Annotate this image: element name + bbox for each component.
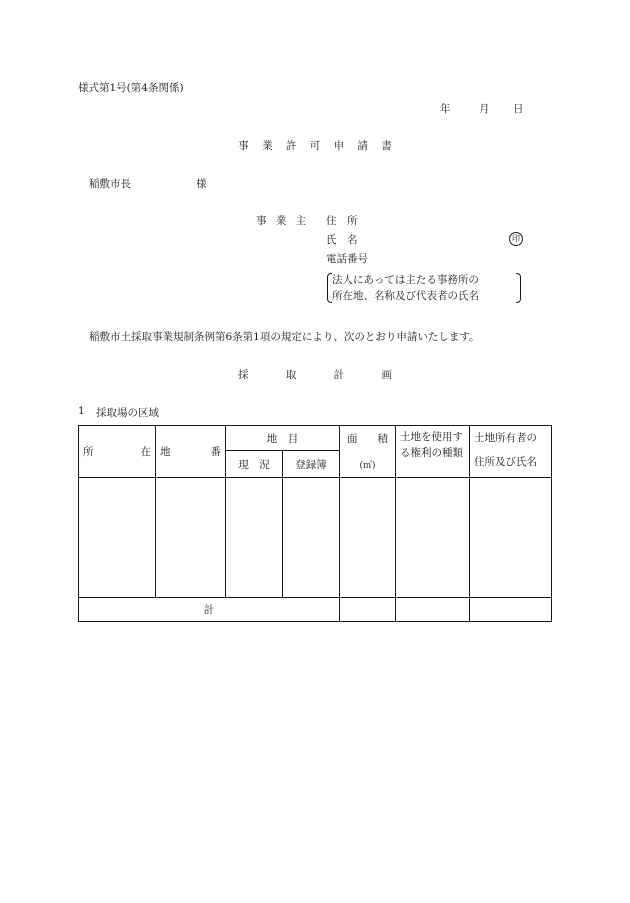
total-row [79, 598, 552, 622]
corporate-note-line2: 所在地、名称及び代表者の氏名 [332, 290, 479, 302]
header-lot-cell [156, 426, 226, 478]
date-year-label: 年 [440, 103, 451, 115]
header-lot-2: 番 [210, 446, 221, 458]
corporate-note-line1: 法人にあっては主たる事務所の [332, 274, 479, 286]
cell-registry[interactable] [283, 478, 340, 598]
body-text: 稲敷市土採取事業規制条例第6条第1項の規定により、次のとおり申請いたします。 [89, 331, 480, 343]
cell-owner[interactable] [470, 478, 552, 598]
cell-current[interactable] [226, 478, 283, 598]
header-current: 現 況 [226, 451, 283, 478]
header-location-cell [79, 426, 156, 478]
phone-label: 電話番号 [326, 253, 368, 265]
corporate-note [327, 272, 521, 304]
applicant-label: 事 業 主 [256, 215, 307, 227]
total-label: 計 [79, 598, 340, 622]
header-area-2: 積 [377, 433, 388, 445]
cell-location[interactable] [79, 478, 156, 598]
section1-title: 採取場の区域 [96, 407, 159, 419]
header-land-category: 地 目 [226, 426, 340, 451]
header-area-unit: (㎡) [359, 461, 376, 471]
cell-rights[interactable] [396, 478, 470, 598]
header-area-cell [340, 426, 396, 478]
date-day-label: 日 [513, 103, 524, 115]
total-area[interactable] [340, 598, 396, 622]
header-lot-1: 地 [160, 446, 171, 458]
header-location-1: 所 [83, 446, 94, 458]
cell-area[interactable] [340, 478, 396, 598]
address-label: 住 所 [326, 215, 358, 227]
addressee-honorific: 様 [196, 178, 207, 190]
seal-mark: 印 [509, 232, 523, 246]
total-owner[interactable] [470, 598, 552, 622]
header-area-1: 面 [347, 433, 358, 445]
name-label: 氏 名 [326, 234, 358, 246]
section1-number: 1 [78, 405, 85, 417]
table-row [79, 478, 552, 598]
cell-lot[interactable] [156, 478, 226, 598]
header-registry: 登録簿 [283, 451, 340, 478]
document-title: 事 業 許 可 申 請 書 [238, 140, 392, 152]
date-month-label: 月 [479, 103, 490, 115]
header-owner: 土地所有者の住所及び氏名 [470, 426, 552, 478]
extraction-area-table [78, 425, 552, 622]
plan-title: 採 取 計 画 [237, 369, 392, 381]
total-rights[interactable] [396, 598, 470, 622]
header-location-2: 在 [140, 446, 151, 458]
addressee-name: 稲敷市長 [89, 178, 131, 190]
header-rights: 土地を使用する権利の種類 [396, 426, 470, 478]
form-label: 様式第1号(第4条関係) [78, 82, 184, 94]
